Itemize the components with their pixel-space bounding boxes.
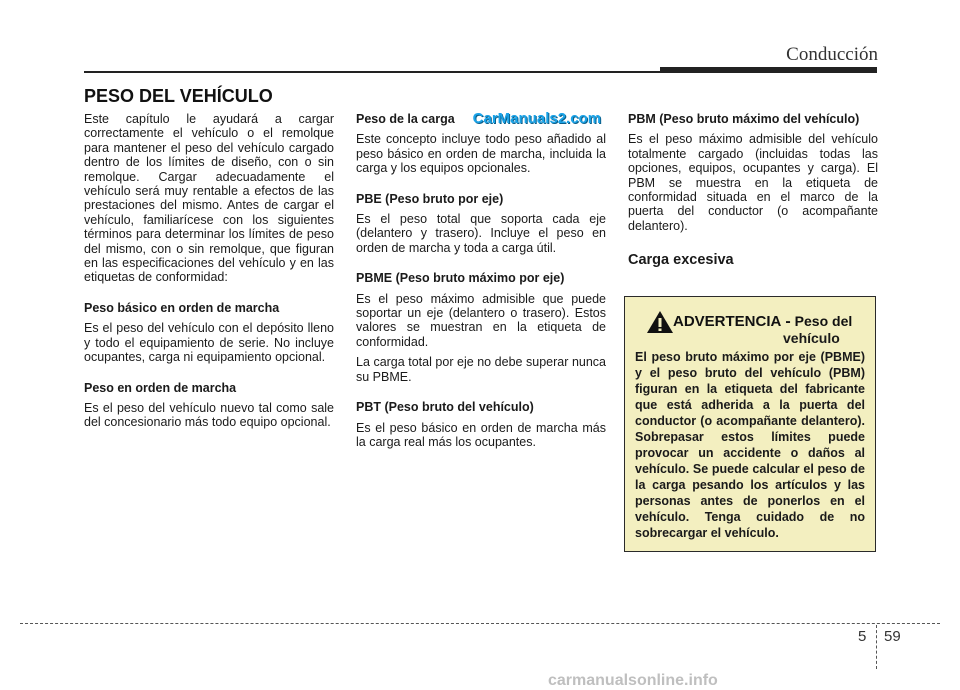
page-heading: PESO DEL VEHÍCULO <box>84 86 273 106</box>
column-3 <box>628 112 878 268</box>
warning-title <box>673 313 852 331</box>
warning-title-dash: - <box>785 313 791 330</box>
paragraph-pbme-note: La carga total por eje no debe superar nunca su PBME. <box>356 355 606 384</box>
heading-carga-excesiva: Carga excesiva <box>628 252 734 269</box>
warning-subtitle-2: vehículo <box>783 330 840 346</box>
heading-peso-orden: Peso en orden de marcha <box>84 380 237 395</box>
heading-pbe: PBE (Peso bruto por eje) <box>356 191 504 206</box>
heading-peso-basico: Peso básico en orden de marcha <box>84 300 280 315</box>
intro-paragraph: Este capítulo le ayudará a cargar correctamente el vehículo o el remolque para mantener el peso del vehículo cargado dentro de los límites de diseño, con o sin remolque. Cargar adecuadamente el vehículo será muy rentable a efectos de las prestaciones del mismo. Antes de cargar el vehículo, familiarícese con los siguientes términos para determinar los límites de peso del mismo, con o sin remolque, que figuran en las especificaciones del vehículo y en las etiquetas de conformidad: <box>84 112 334 285</box>
page-number: 59 <box>884 628 901 645</box>
paragraph-pbt: Es el peso básico en orden de marcha más la carga real más los ocupantes. <box>356 420 606 449</box>
heading-row <box>356 112 606 126</box>
footer-rule <box>20 623 940 624</box>
warning-box <box>624 296 876 552</box>
heading-pbme: PBME (Peso bruto máximo por eje) <box>356 271 565 286</box>
heading-peso-carga: Peso de la carga <box>356 112 455 126</box>
paragraph-pbe: Es el peso total que soporta cada eje (delantero y trasero). Incluye el peso en orden de marcha y toda a carga útil. <box>356 212 606 255</box>
paragraph-peso-basico: Es el peso del vehículo con el depósito lleno y todo el equipamiento de serie. No incluye ocupantes, carga ni equipamiento opcional. <box>84 321 334 365</box>
section-title: Conducción <box>786 44 878 65</box>
warning-header <box>635 305 865 347</box>
header-rule-thick <box>660 67 877 73</box>
paragraph-peso-carga: Este concepto incluye todo peso añadido al peso básico en orden de marcha, incluida la carga y los equipos opcionales. <box>356 132 606 176</box>
column-1 <box>84 112 334 430</box>
heading-pbm: PBM (Peso bruto máximo del vehículo) <box>628 112 860 126</box>
page-number-divider <box>876 625 877 669</box>
heading-pbt: PBT (Peso bruto del vehículo) <box>356 400 534 415</box>
footer-watermark: carmanualsonline.info <box>548 672 718 689</box>
chapter-number: 5 <box>858 628 867 645</box>
warning-text: El peso bruto máximo por eje (PBME) y el peso bruto del vehículo (PBM) figuran en la etiqueta del fabricante que está adherida a la puerta del conductor (o acompañante delantero). Sobrepasar estos límites puede provocar un accidente o daños al vehículo. Se puede calcular el peso de la carga pesando los artículos y las personas antes de ponerlos en el vehículo. Tenga cuidado de no sobrecargar el vehículo. <box>635 350 865 540</box>
paragraph-pbm: Es el peso máximo admisible del vehículo totalmente cargado (incluidas todas las opciones, equipos, ocupantes y carga). El PBM se muestra en la etiqueta de conformidad situada en el marco de la puerta del conductor (o acompañante delantero). <box>628 132 878 233</box>
watermark-link[interactable]: CarManuals2.com <box>472 110 602 127</box>
warning-title-main: ADVERTENCIA <box>673 313 782 330</box>
warning-subtitle-1: Peso del <box>794 313 853 329</box>
header-rule <box>84 71 662 73</box>
warning-triangle-icon <box>645 309 675 335</box>
paragraph-pbme: Es el peso máximo admisible que puede soportar un eje (delantero o trasero). Estos valores se muestran en la etiqueta de conformidad. <box>356 291 606 349</box>
column-2 <box>356 112 606 449</box>
paragraph-peso-orden: Es el peso del vehículo nuevo tal como sale del concesionario más todo equipo opcional. <box>84 400 334 430</box>
